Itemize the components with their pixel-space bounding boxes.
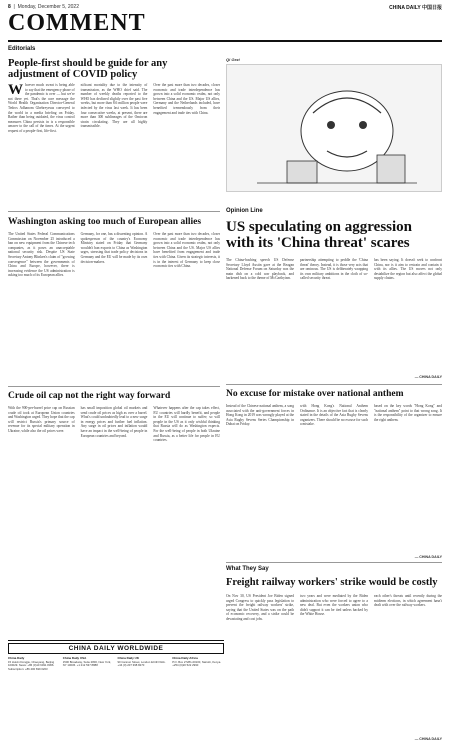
washington-headline: Washington asking too much of European allies: [8, 217, 202, 227]
editorial-1-dropcap: W: [8, 83, 23, 98]
divider: [8, 386, 220, 387]
anthem-col-2: with Hong Kong's National Anthem Ordinance. It is an objective fact that is clearly stated in the details of the Asia Rugby Sevens organizers. There should be no excuse for such a mistake.: [300, 404, 368, 427]
footer-title: CHINA DAILY WORLDWIDE: [8, 643, 224, 654]
crude-oil-col-2: has small imposition global oil markets and send crude oil prices as high as over a barrel. What's could undoubtedly lead to a new surge in energy prices and further fuel inflation. Any surge in oil prices and inflation would have an impact in the well-being of people in European countries and beyond.: [80, 406, 148, 438]
bureau-usa: China Daily USA 1500 Broadway, Suite 2800, New York, NY 10036. +1 212 537 8888: [62, 656, 112, 667]
anthem-col-1: Instead of the Chinese national anthem, a song associated with the anti-government forces in Hong Kong in 2019 was wrongly played at the Asia Rugby Sevens Series Championship in Dubai on Friday.: [226, 404, 294, 427]
worldwide-footer: [8, 640, 224, 671]
opinion-col-2: partnership attempting to peddle the 'China threat' theory. Instead, it is those very acts that are ominous. The US is deliberately wrapping its own military ambitions in the cloth of so-called security threat.: [300, 258, 368, 281]
title-rule: [8, 40, 442, 42]
washington-body: [8, 232, 220, 382]
washington-col-3: Over the past more than two decades, closer economic and trade interdependence has grown into a solid economic realm, not only between China and the US. Major US allies have benefited from engagement and trade ties with China. Given its strategic interests, it is in the interest of Germany to keep close economic ties with China.: [153, 232, 220, 269]
opinion-headline: US speculating on aggression with its 'China threat' scares: [226, 219, 413, 251]
what-they-say-label: What They Say: [226, 566, 269, 572]
crude-oil-headline: Crude oil cap not the right way forward: [8, 391, 171, 401]
editorial-cartoon: [226, 64, 442, 192]
anthem-byline: — CHINA DAILY: [414, 555, 442, 559]
opinion-byline: — CHINA DAILY: [414, 375, 442, 379]
divider: [226, 384, 442, 385]
opinion-body: [226, 258, 442, 374]
crude-oil-col-3: Whatever happens after the cap takes effect, EU countries will hardly benefit, and people in the EU will continue to suffer; so will people in the US as it only wishful thinking that Russia will do as Washington expects. For the well-being of people in both Ukraine and Russia, as a better life for people in EU countries.: [153, 406, 220, 443]
crude-oil-col-1: With the 900-per-barrel price cap on Russian crude oil took at European Union countries and Washington urged. They hope that the cap will restrict Russia's primary source of revenue for its special military operation in Ukraine, while also the oil prices were.: [8, 406, 75, 433]
freight-headline: Freight railway workers' strike would be costly: [226, 577, 438, 588]
editorial-1-body: [8, 83, 220, 207]
editorial-1-col-3: Over the past more than two decades, closer economic and trade interdependence has grown into a solid economic realm, not only between China and the US. Major US allies, Germany and the Netherlands included, have benefited tremendously from their engagement and trade ties with China.: [153, 83, 220, 115]
editorials-label: Editorials: [8, 46, 36, 52]
freight-body: [226, 594, 442, 734]
bureau-africa: China Daily Africa P.O. Box 27281-00100, Nairobi, Kenya. +254 (0)20 522 2990: [172, 656, 222, 667]
page-number: 8: [8, 4, 11, 10]
opinion-col-1: The China-bashing speech US Defense Secretary Lloyd Austin gave at the Reagan National Defense Forum on Saturday was the main dish on a cold war playbook, and harkened back to the theme of McCarthyism.: [226, 258, 294, 281]
anthem-col-3: based on the key words "Hong Kong" and "national anthem" point to that wrong song. It is the responsibility of the organizer to ensure the right anthem.: [374, 404, 442, 422]
anthem-headline: No excuse for mistake over national anthem: [226, 389, 404, 399]
bureau-beijing: China Daily 15 Huixin Dongjie, Chaoyang, Beijing 100029. News: +86 (0)10 6491 8366. Subscription: +86 400 699 0203: [8, 656, 55, 671]
freight-byline: — CHINA DAILY: [414, 737, 442, 741]
washington-col-2: Germany, for one, has a dissenting opinion. A spokesperson of the country's Economy Ministry stated on Friday that Germany wouldn't ban exports to China as Washington urges, stressing that trade policy decisions in Germany and the EU will be made by its own decision-makers.: [80, 232, 148, 264]
editorial-1-headline: People-first should be guide for any adjustment of COVID policy: [8, 58, 168, 81]
editorial-1-col-2: nificant mortality due to the intensity of transmission, as the WHO chief said. The number of weekly deaths reported to the WHO has declined slightly over the past five weeks, but more than 8.6 million people were infected by the virus last week. It has been four consecutive weeks, at present, there are more than 300 sublineages of the Omicron strain circulating. They are all highly transmissible.: [80, 83, 148, 129]
freight-col-1: On Nov 30, US President Joe Biden signed urged Congress to quickly pass legislation to prevent the freight railway workers' strike, saying that the United States was on the path of economic recovery, and a strike could be devastating and cost jobs.: [226, 594, 294, 621]
anthem-body: [226, 404, 442, 552]
crude-oil-body: [8, 406, 220, 632]
section-title: COMMENT: [8, 10, 146, 36]
page-header-left: 8 | Monday, December 5, 2022: [8, 4, 79, 10]
freight-col-3: each other's threats until recently during the midterm elections, in which agreement hasn't dealt with over the railway workers.: [374, 594, 442, 608]
bureau-uk: China Daily UK 90 Cannon Street, London EC4N 6HA. +44 (0) 207 398 8270: [117, 656, 166, 667]
cartoon-illustration: [227, 65, 443, 193]
divider: [8, 211, 220, 212]
footer-bureaus: [8, 657, 224, 671]
opinion-col-3: has been saying. It doesn't seek to confront China, nor is it aim to restrain and contain it with its allies. The US moves not only destabilize the region but also affect the global supply chains.: [374, 258, 442, 281]
freight-col-2: two years and were mediated by the Biden administration who were forced to agree to a new deal. But even the workers union who didn't support it can be tied unless backed by the White House.: [300, 594, 368, 617]
opinion-line-label: Opinion Line: [226, 208, 263, 214]
cartoon-credit: Qi Gezi: [226, 57, 240, 62]
brand-masthead: CHINA DAILY 中国日报: [389, 5, 442, 11]
issue-date: Monday, December 5, 2022: [17, 4, 79, 10]
editorial-1-col-1: Whoever much sweat is being able to say that the emergency phase of the pandemic is over — but we're not there yet. That's the core message the World Health Organization Director-General Tedros Adhanom Ghebreyesus conveyed to the world in a media briefing on Friday. Rather than being outdated, the virus control measures China persists in is a responsible answer to the call of the times. At the urgent request of a people-first, life-first.: [8, 83, 75, 133]
washington-col-1: The United States Federal Communications Commission on November 25 introduced a ban on new equipment from the Chinese tech companies, as it poses an unacceptable national security risk. Despite US State Secretary Antony Blinken's claim of "growing convergence" between the governments of China and Europe, however, there is increasing evidence the US administration is asking too much of its European allies.: [8, 232, 75, 278]
divider: [226, 562, 442, 563]
